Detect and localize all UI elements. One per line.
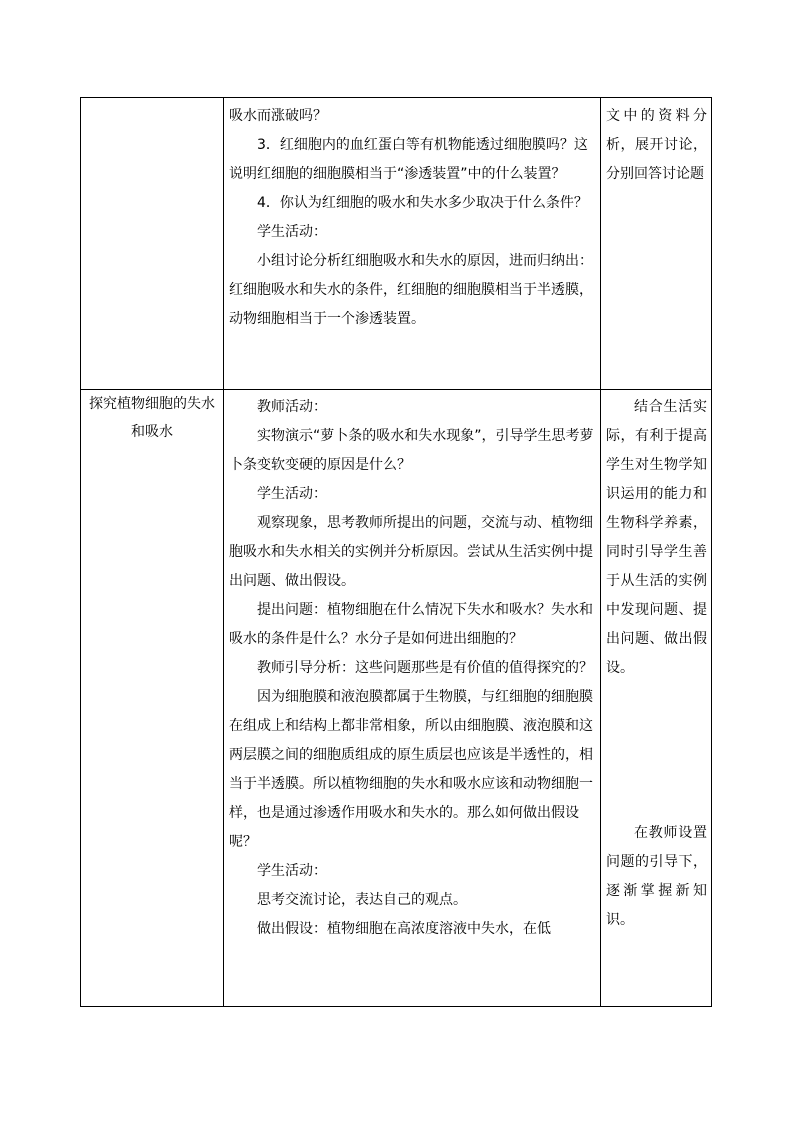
topic-cell xyxy=(81,390,224,1007)
content-paragraph: 实物演示“萝卜条的吸水和失水现象”，引导学生思考萝卜条变软变硬的原因是什么？ xyxy=(229,428,594,473)
content-paragraph: 思考交流讨论，表达自己的观点。 xyxy=(257,892,467,908)
spacer xyxy=(601,683,711,819)
content-cell xyxy=(224,390,601,1007)
content-paragraph: 吸水而涨破吗？ xyxy=(229,108,327,124)
content-paragraph: 学生活动： xyxy=(257,224,327,240)
content-paragraph: 教师引导分析：这些问题那些是有价值的值得探究的？ xyxy=(257,660,593,676)
content-paragraph: 学生活动： xyxy=(257,486,327,502)
note-cell xyxy=(601,390,712,1007)
content-paragraph: 提出问题：植物细胞在什么情况下失水和吸水？失水和吸水的条件是什么？水分子是如何进出细胞的？ xyxy=(229,602,593,647)
content-paragraph: 教师活动： xyxy=(257,399,327,415)
note-paragraph: 结合生活实际，有利于提高学生对生物学知识运用的能力和生物科学养素，同时引导学生善于从生活的实例中发现问题、提出问题、做出假设。 xyxy=(606,399,707,676)
note-cell xyxy=(601,98,712,390)
content-paragraph: 因为细胞膜和液泡膜都属于生物膜，与红细胞的细胞膜在组成上和结构上都非常相象，所以由细胞膜、液泡膜和这两层膜之间的细胞质组成的原生质层也应该是半透性的，相当于半透膜。所以植物细胞的失水和吸水应该和动物细胞一样，也是通过渗透作用吸水和失水的。那么如何做出假设呢？ xyxy=(229,689,593,850)
content-paragraph: 3．红细胞内的血红蛋白等有机物能透过细胞膜吗？这说明红细胞的细胞膜相当于“渗透装置”中的什么装置？ xyxy=(229,137,588,182)
content-cell xyxy=(224,98,601,390)
content-paragraph: 观察现象，思考教师所提出的问题，交流与动、植物细胞吸水和失水相关的实例并分析原因。尝试从生活实例中提出问题、做出假设。 xyxy=(229,515,593,589)
content-paragraph: 4．你认为红细胞的吸水和失水多少取决于什么条件？ xyxy=(257,195,588,211)
note-paragraph: 文中的资料分析，展开讨论，分别回答讨论题 xyxy=(606,108,707,182)
content-paragraph: 学生活动： xyxy=(257,863,327,879)
content-paragraph: 小组讨论分析红细胞吸水和失水的原因，进而归纳出：红细胞吸水和失水的条件，红细胞的细胞膜相当于半透膜，动物细胞相当于一个渗透装置。 xyxy=(229,253,593,327)
topic-cell xyxy=(81,98,224,390)
note-paragraph: 在教师设置问题的引导下，逐渐掌握新知识。 xyxy=(606,825,707,928)
content-paragraph: 做出假设：植物细胞在高浓度溶液中失水，在低 xyxy=(257,921,551,937)
table-row xyxy=(81,390,712,1007)
topic-label: 探究植物细胞的失水和吸水 xyxy=(89,396,215,440)
table-row xyxy=(81,98,712,390)
lesson-plan-table xyxy=(80,97,712,1007)
